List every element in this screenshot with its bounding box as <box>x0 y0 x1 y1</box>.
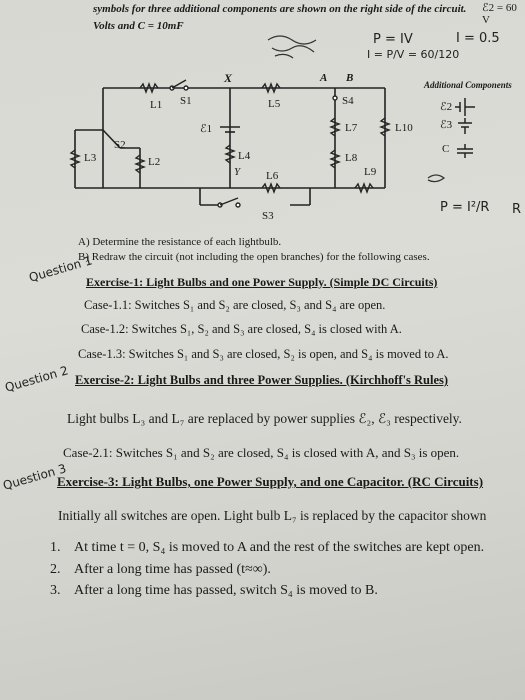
list-item-number: 3. <box>50 583 61 598</box>
handwritten-p-eq2: P = I²/R <box>440 200 490 215</box>
handwritten-i-eq: I = P/V = 60/120 <box>367 48 460 61</box>
additional-c-label: C <box>442 143 450 155</box>
additional-e2-label: ℰ2 <box>440 101 453 113</box>
exercise-2-text: Light bulbs L₃ and L₇ are replaced by power supplies ℰ₂, ℰ₃ respectively. <box>67 411 462 426</box>
l6-label: L6 <box>266 170 279 182</box>
exercise-3-title: Exercise-3: Light Bulbs, one Power Supply, and one Capacitor. (RC Circuits) <box>57 474 484 489</box>
exercise-2-title: Exercise-2: Light Bulbs and three Power Supplies. (Kirchhoff's Rules) <box>75 373 449 387</box>
node-x-label: X <box>224 71 233 85</box>
handwritten-p-eq: P = IV <box>373 32 413 47</box>
node-y-label: Y <box>234 166 241 178</box>
case-1-2: Case-1.2: Switches S₁, S₂ and S₃ are closed, S₄ is closed with A. <box>81 322 402 336</box>
s3-label: S3 <box>262 210 274 222</box>
s4-label: S4 <box>342 95 354 107</box>
list-item-number: 2. <box>50 562 61 577</box>
list-item <box>50 583 378 599</box>
handwritten-i-val: I = 0.5 <box>456 31 500 46</box>
e1-label: ℰ1 <box>200 123 213 135</box>
l10-label: L10 <box>395 122 413 134</box>
handwritten-question-3: Question 3 <box>1 461 68 493</box>
list-item-text: At time t = 0, S₄ is moved to A and the rest of the switches are kept open. <box>74 540 485 555</box>
list-item <box>50 540 484 556</box>
s2-label: S2 <box>114 139 126 151</box>
node-b-label: B <box>346 72 354 84</box>
case-1-3: Case-1.3: Switches S₁ and S₃ are closed, S₂ is open, and S₄ is moved to A. <box>78 347 449 361</box>
header-volts-line: Volts and C = 10mF <box>93 20 184 32</box>
l1-label: L1 <box>150 99 163 111</box>
list-item-text: After a long time has passed (t≈∞). <box>74 562 271 577</box>
list-item-text: After a long time has passed, switch S₄ is moved to B. <box>74 583 378 598</box>
additional-components-title: Additional Components <box>424 80 512 90</box>
l2-label: L2 <box>148 156 161 168</box>
l3-label: L3 <box>84 152 97 164</box>
handwritten-question-2: Question 2 <box>3 363 70 395</box>
exercise-1-title: Exercise-1: Light Bulbs and one Power Supply. (Simple DC Circuits) <box>86 275 438 289</box>
header-symbols-line: symbols for three additional components are shown on the right side of the circuit. <box>93 3 467 15</box>
part-b-text: B) Redraw the circuit (not including the open branches) for the following cases. <box>78 251 430 263</box>
l5-label: L5 <box>268 98 281 110</box>
l8-label: L8 <box>345 152 358 164</box>
l4-label: L4 <box>238 150 251 162</box>
l7-label: L7 <box>345 122 358 134</box>
header-e2-note: ℰ2 = 60 V <box>482 2 517 26</box>
node-a-label: A <box>320 72 328 84</box>
handwritten-question-1: Question 1 <box>27 253 94 285</box>
handwritten-r: R <box>512 202 522 217</box>
s1-label: S1 <box>180 95 192 107</box>
exercise-3-text: Initially all switches are open. Light bulb L₇ is replaced by the capacitor shown <box>58 508 487 523</box>
additional-e3-label: ℰ3 <box>440 119 453 131</box>
case-1-1: Case-1.1: Switches S₁ and S₂ are closed, S₃ and S₄ are open. <box>84 298 386 312</box>
case-2-1: Case-2.1: Switches S₁ and S₂ are closed, S₄ is closed with A, and S₃ is open. <box>63 445 460 460</box>
l9-label: L9 <box>364 166 377 178</box>
list-item <box>50 562 271 578</box>
part-a-text: A) Determine the resistance of each lightbulb. <box>78 236 282 248</box>
list-item-number: 1. <box>50 540 61 555</box>
